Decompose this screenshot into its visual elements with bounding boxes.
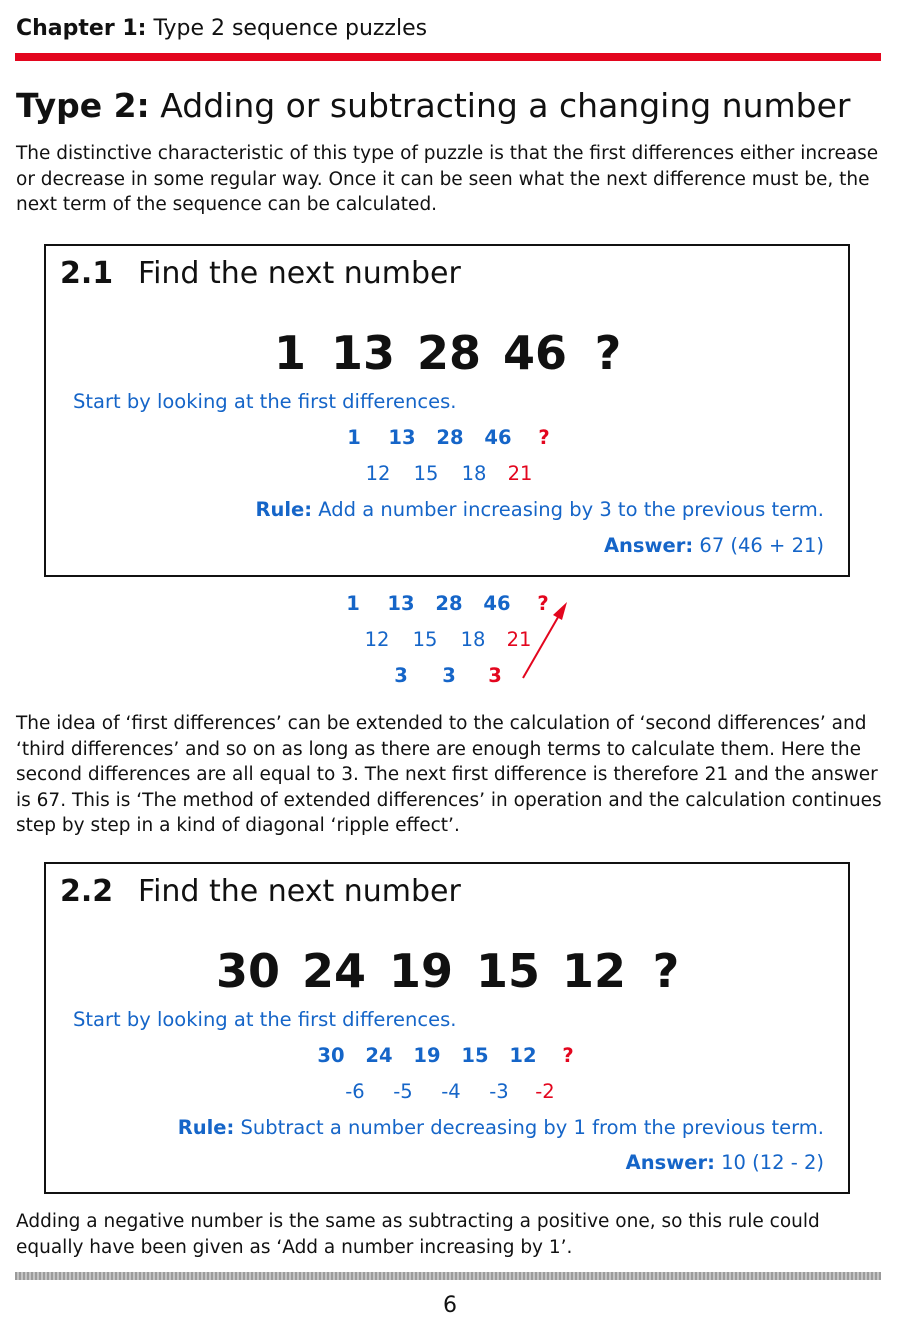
footer-divider bbox=[15, 1272, 881, 1280]
sequence-term: 1 bbox=[273, 326, 307, 380]
difference-next: 21 bbox=[507, 462, 533, 485]
second-difference: 3 bbox=[442, 664, 456, 687]
header-divider bbox=[15, 53, 881, 61]
sequence-term: 15 bbox=[475, 944, 541, 998]
extended-terms-row bbox=[0, 592, 900, 618]
extended-second-differences-row bbox=[0, 664, 900, 690]
terms-row bbox=[46, 1044, 848, 1070]
intro-paragraph: The distinctive characteristic of this type of puzzle is that the first differences either increase or decrease in some regular way. Once it can be seen what the next difference must be, the next term of the sequence can be calculated. bbox=[16, 143, 879, 215]
first-difference: 12 bbox=[364, 628, 390, 651]
rule-text: Subtract a number decreasing by 1 from the previous term. bbox=[240, 1116, 824, 1139]
ripple-arrow-icon bbox=[515, 598, 575, 682]
section-title bbox=[16, 86, 850, 125]
closing-paragraph: Adding a negative number is the same as subtracting a positive one, so this rule could equally have been given as ‘Add a number increasing by 1’. bbox=[16, 1211, 820, 1258]
puzzle-box-2-2 bbox=[44, 862, 850, 1194]
answer-text: 10 (12 - 2) bbox=[721, 1151, 824, 1174]
rule-label: Rule: bbox=[255, 498, 313, 521]
term: 13 bbox=[388, 426, 416, 449]
sequence-term: ? bbox=[594, 326, 622, 380]
term: 46 bbox=[483, 592, 511, 615]
term-unknown: ? bbox=[562, 1044, 574, 1067]
hint-text: Start by looking at the first differences. bbox=[73, 390, 457, 413]
first-difference-next: 21 bbox=[506, 628, 532, 651]
rule-line bbox=[178, 1116, 824, 1139]
puzzle-number: 2.2 bbox=[60, 874, 114, 909]
difference: -3 bbox=[489, 1080, 509, 1103]
term: 46 bbox=[484, 426, 512, 449]
term: 28 bbox=[436, 426, 464, 449]
differences-row bbox=[46, 1080, 848, 1106]
sequence-term: 46 bbox=[502, 326, 568, 380]
sequence-term: 24 bbox=[301, 944, 367, 998]
sequence-term: 28 bbox=[416, 326, 482, 380]
term-unknown: ? bbox=[537, 592, 549, 615]
first-difference: 18 bbox=[460, 628, 486, 651]
sequence-term: 13 bbox=[330, 326, 396, 380]
term: 19 bbox=[413, 1044, 441, 1067]
answer-label: Answer: bbox=[603, 534, 694, 557]
page-number: 6 bbox=[443, 1293, 457, 1318]
rule-label: Rule: bbox=[177, 1116, 235, 1139]
answer-text: 67 (46 + 21) bbox=[699, 534, 824, 557]
puzzle-heading bbox=[60, 874, 461, 909]
sequence-term: 12 bbox=[561, 944, 627, 998]
rule-line bbox=[255, 498, 824, 521]
terms-row bbox=[46, 426, 848, 452]
differences-row bbox=[46, 462, 848, 488]
sequence-term: 30 bbox=[215, 944, 281, 998]
puzzle-sequence bbox=[46, 326, 848, 386]
answer-line bbox=[604, 534, 824, 557]
term: 13 bbox=[387, 592, 415, 615]
middle-paragraph: The idea of ‘first differences’ can be extended to the calculation of ‘second differences’ and ‘third differences’ and so on as long as there are enough terms to calculate them. Here the second differences are all equal to 3. The next first difference is therefore 21 and the answer is 67. This is ‘The method of extended differences’ in operation and the calculation continues step by step in a kind of diagonal ‘ripple effect’. bbox=[16, 713, 882, 836]
first-difference: 15 bbox=[412, 628, 438, 651]
puzzle-heading-text: Find the next number bbox=[138, 256, 461, 291]
puzzle-number: 2.1 bbox=[60, 256, 114, 291]
term: 12 bbox=[509, 1044, 537, 1067]
difference: 18 bbox=[461, 462, 487, 485]
difference: 12 bbox=[365, 462, 391, 485]
term: 1 bbox=[347, 426, 361, 449]
sequence-term: ? bbox=[652, 944, 680, 998]
hint-text: Start by looking at the first differences. bbox=[73, 1008, 457, 1031]
second-difference-next: 3 bbox=[488, 664, 502, 687]
puzzle-heading-text: Find the next number bbox=[138, 874, 461, 909]
answer-line bbox=[626, 1151, 824, 1174]
rule-text: Add a number increasing by 3 to the previous term. bbox=[318, 498, 824, 521]
section-type-label: Type 2: bbox=[16, 86, 150, 125]
puzzle-sequence bbox=[46, 944, 848, 1004]
section-title-text: Adding or subtracting a changing number bbox=[160, 86, 851, 125]
difference: -4 bbox=[441, 1080, 461, 1103]
difference: -5 bbox=[393, 1080, 413, 1103]
chapter-label: Chapter 1: bbox=[16, 16, 147, 41]
second-difference: 3 bbox=[394, 664, 408, 687]
term: 28 bbox=[435, 592, 463, 615]
chapter-header bbox=[16, 16, 427, 41]
difference: 15 bbox=[413, 462, 439, 485]
sequence-term: 19 bbox=[388, 944, 454, 998]
difference: -6 bbox=[345, 1080, 365, 1103]
answer-label: Answer: bbox=[625, 1151, 715, 1174]
term: 24 bbox=[365, 1044, 393, 1067]
difference-next: -2 bbox=[535, 1080, 555, 1103]
extended-differences bbox=[0, 590, 900, 690]
chapter-title: Type 2 sequence puzzles bbox=[153, 16, 428, 41]
term-unknown: ? bbox=[538, 426, 550, 449]
extended-first-differences-row bbox=[0, 628, 900, 654]
term: 30 bbox=[317, 1044, 345, 1067]
puzzle-box-2-1 bbox=[44, 244, 850, 577]
puzzle-heading bbox=[60, 256, 461, 291]
term: 15 bbox=[461, 1044, 489, 1067]
term: 1 bbox=[346, 592, 360, 615]
